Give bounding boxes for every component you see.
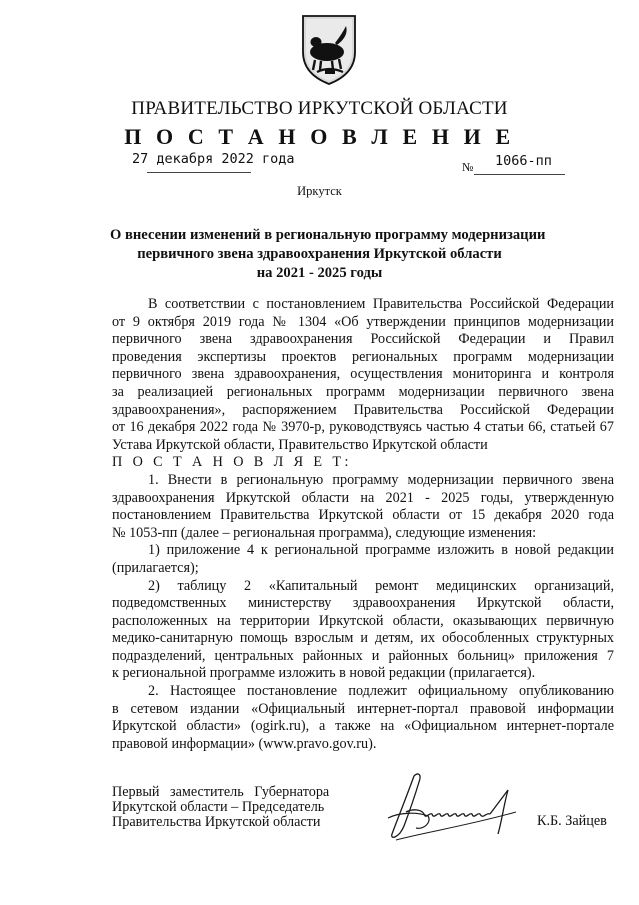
body-line: постановлением Правительства Иркутской области от 15 декабря 2020 года (112, 507, 614, 524)
body-line: медико-санитарную помощь взрослым и детям, их обособленных структурных (112, 630, 614, 647)
date-underline (147, 172, 251, 173)
body-line: правовой информации» (www.pravo.gov.ru). (112, 735, 377, 752)
body-line: № 1053-пп (далее – региональная программа), следующие изменения: (112, 524, 537, 541)
body-line: от 16 декабря 2022 года № 3970-р, руководствуясь частью 4 статьи 66, статьей 67 (112, 419, 614, 436)
body-line: здравоохранения», распоряжением Правительства Российской Федерации (112, 401, 614, 418)
decree-body (112, 296, 614, 753)
position-line: Правительства Иркутской области (112, 813, 321, 830)
body-line: в сетевом издании «Официальный интернет-портал правовой информации (112, 700, 614, 717)
document-type: П О С Т А Н О В Л Е Н И Е (124, 124, 515, 149)
body-line: первичного звена здравоохранения Российской Федерации и Правил (112, 331, 614, 348)
body-line: за реализацией региональных программ модернизации первичного звена (112, 383, 614, 400)
decree-date: 27 декабря 2022 года (132, 151, 295, 167)
body-line: 1) приложение 4 к региональной программе изложить в новой редакции (148, 542, 614, 559)
title-line: на 2021 - 2025 годы (256, 265, 383, 281)
body-line: подразделений, центральных районных и районных больниц» приложения 7 (112, 647, 614, 664)
body-line: Устава Иркутской области, Правительство Иркутской области (112, 436, 488, 453)
number-underline (474, 174, 565, 175)
body-line: первичного звена здравоохранения, осуществления мониторинга и контроля (112, 366, 614, 383)
decree-number: 1066-пп (495, 153, 552, 169)
signatory-position (112, 785, 329, 829)
handwritten-signature (366, 768, 536, 848)
decree-resolves-heading: П О С Т А Н О В Л Я Е Т: (112, 454, 352, 471)
signatory-name: К.Б. Зайцев (537, 813, 607, 829)
body-line: от 9 октября 2019 года № 1304 «Об утверждении принципов модернизации (112, 313, 614, 330)
body-line: 2. Настоящее постановление подлежит официальному опубликованию (148, 683, 614, 700)
body-line: Иркутской области» (ogirk.ru), а также на «Официальном интернет-портале (112, 718, 614, 735)
body-line: (прилагается); (112, 559, 199, 576)
body-line: расположенных на территории Иркутской области, оказывающих первичную (112, 612, 614, 629)
government-name: ПРАВИТЕЛЬСТВО ИРКУТСКОЙ ОБЛАСТИ (131, 98, 508, 119)
body-line: проведения экспертизы проектов региональных программ модернизации (112, 348, 614, 365)
title-line: первичного звена здравоохранения Иркутской области (137, 246, 502, 262)
body-line: подведомственных министерству здравоохранения Иркутской области, (112, 595, 614, 612)
body-line: здравоохранения Иркутской области на 2021 - 2025 годы, утвержденную (112, 489, 614, 506)
number-sign: № (462, 160, 474, 174)
city: Иркутск (297, 184, 342, 198)
body-line: к региональной программе изложить в новой редакции (прилагается). (112, 665, 536, 682)
position-line: Первый заместитель Губернатора (112, 784, 330, 800)
position-line: Иркутской области – Председатель (112, 798, 325, 815)
body-line: 1. Внести в региональную программу модернизации первичного звена (148, 471, 614, 488)
body-line: 2) таблицу 2 «Капитальный ремонт медицинских организаций, (148, 577, 614, 594)
body-line: В соответствии с постановлением Правительства Российской Федерации (148, 296, 614, 312)
title-line: О внесении изменений в региональную программу модернизации (110, 227, 546, 243)
decree-title (110, 226, 546, 283)
coat-of-arms-icon (297, 12, 361, 88)
